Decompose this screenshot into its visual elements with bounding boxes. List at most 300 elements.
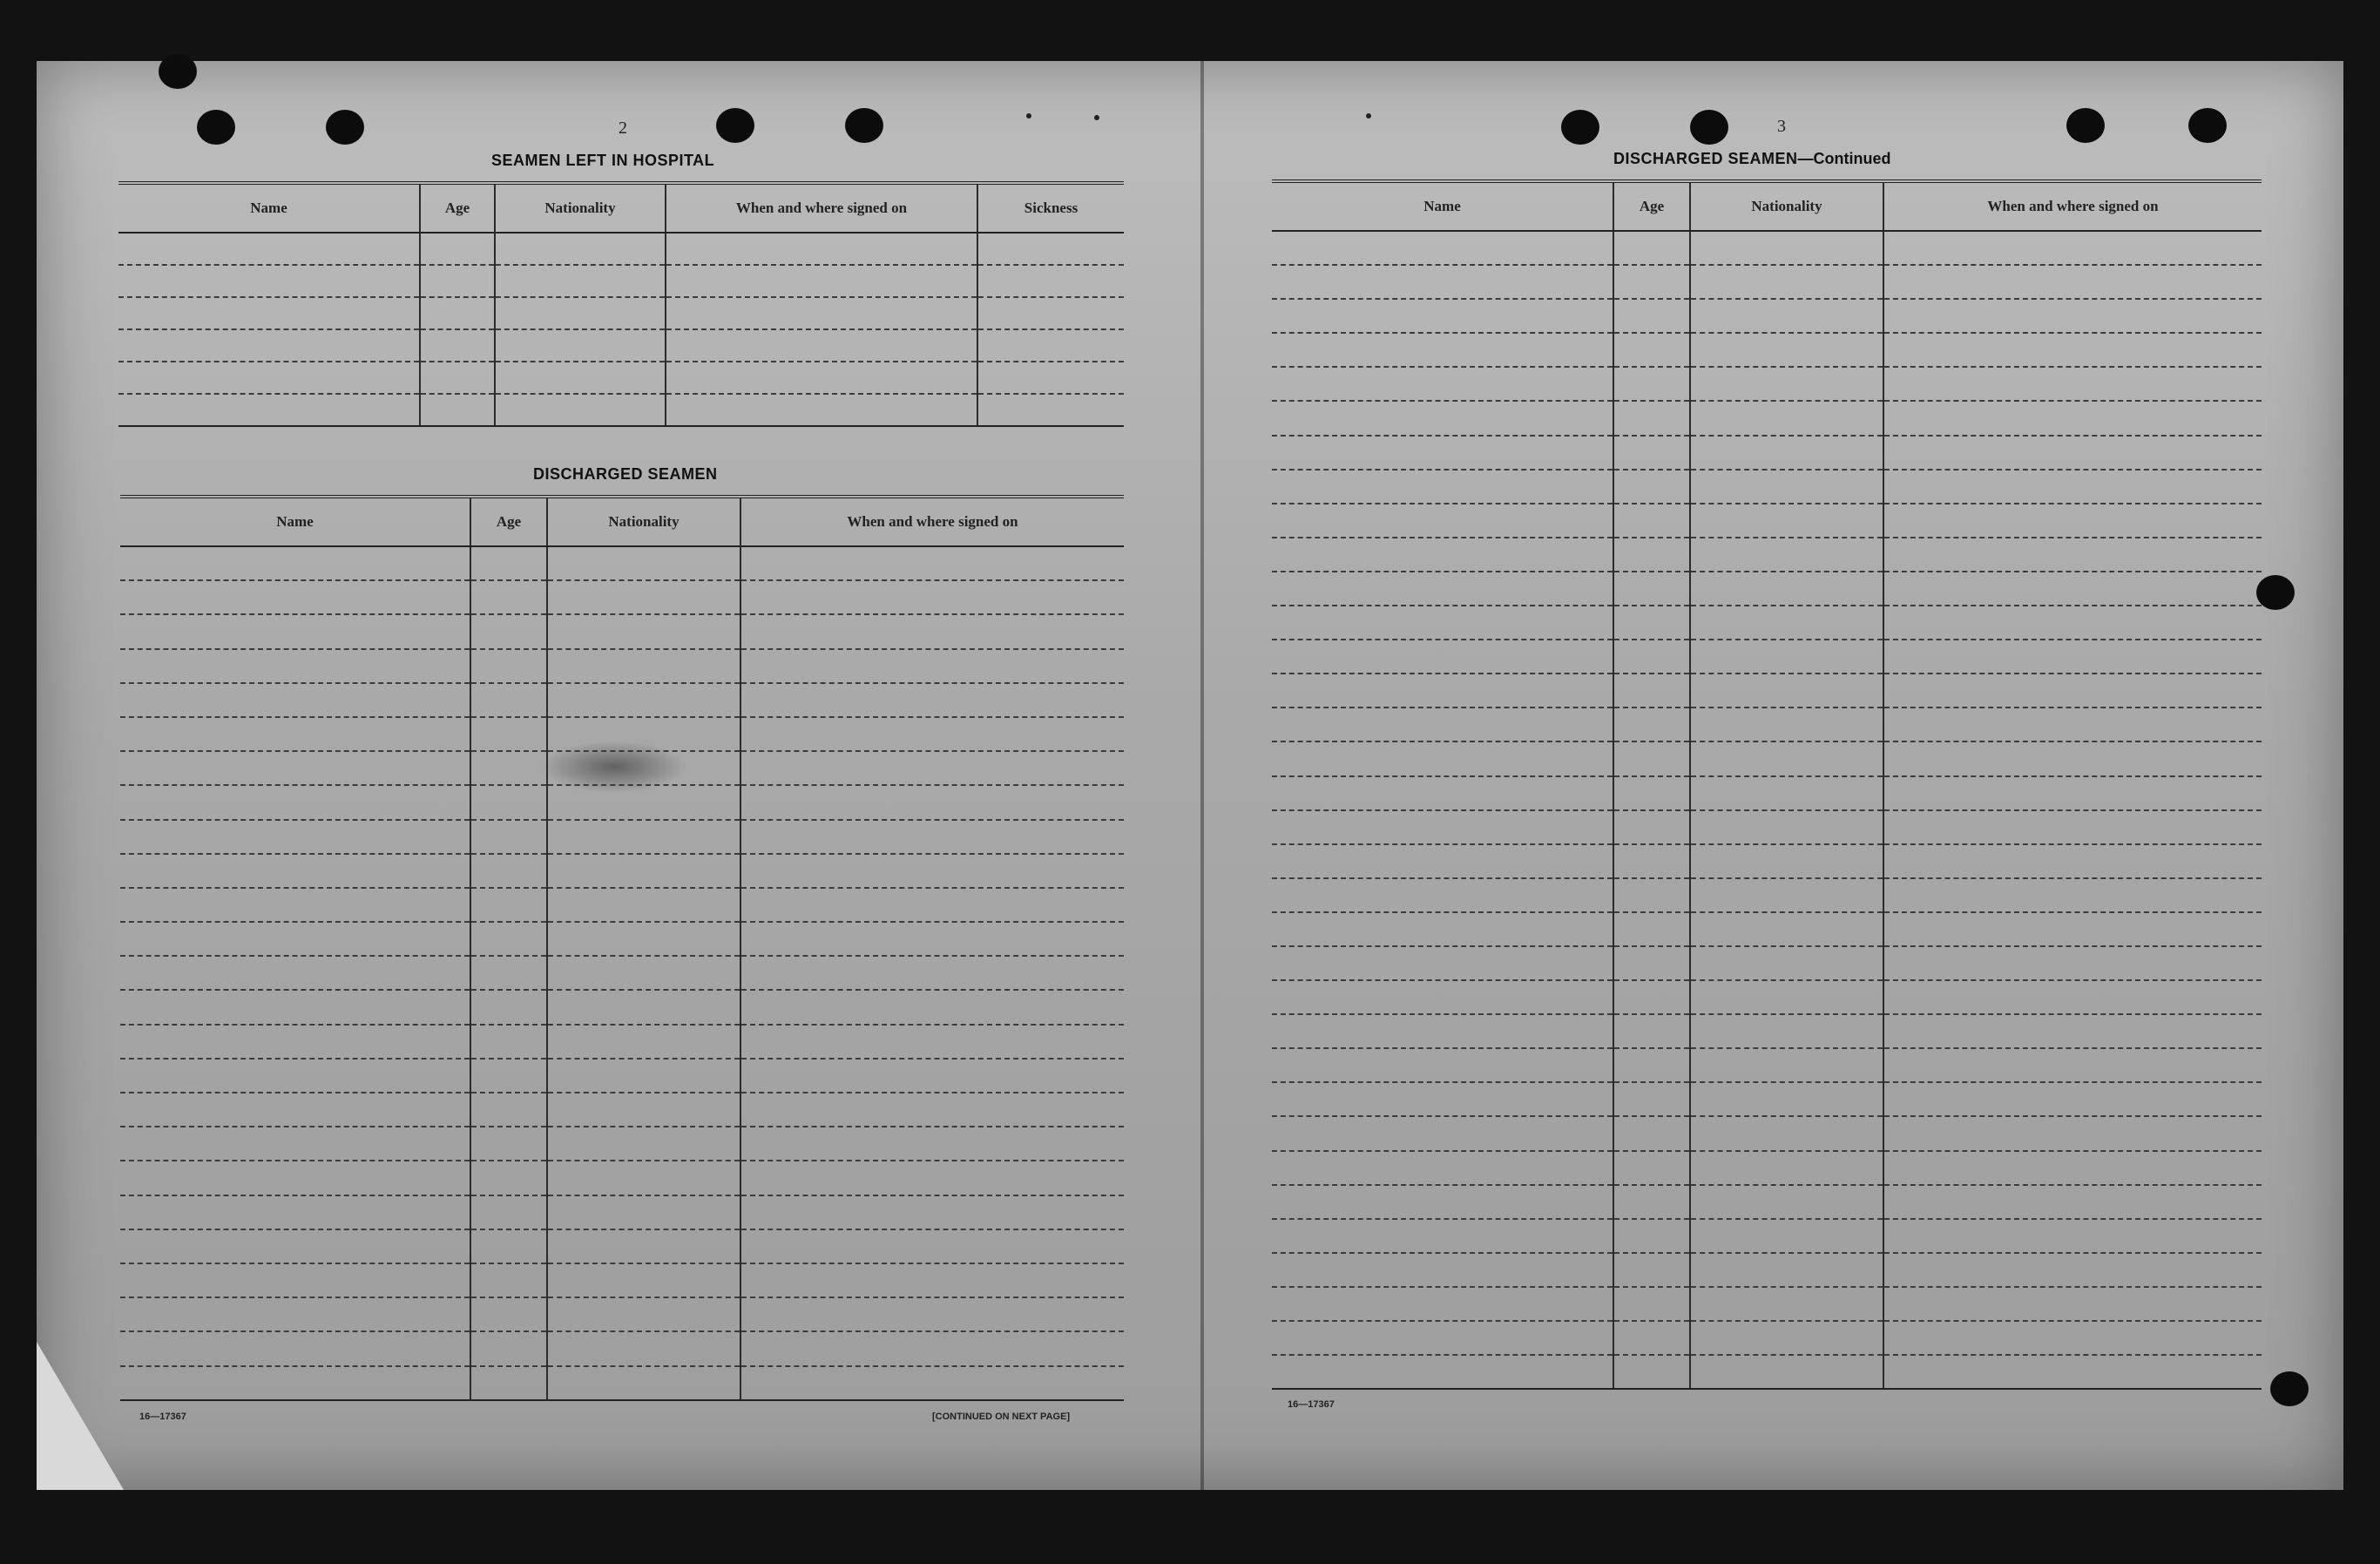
center-fold (1200, 61, 1204, 1490)
table-cell (740, 956, 1124, 990)
table-cell (1883, 1082, 2262, 1116)
form-number-left: 16—17367 (139, 1412, 186, 1422)
table-cell (1613, 1082, 1690, 1116)
table-row (120, 546, 1124, 580)
punch-hole (1690, 110, 1728, 145)
table-row (1272, 538, 2262, 572)
table-cell (1613, 470, 1690, 504)
table-cell (470, 990, 547, 1024)
table-cell (120, 990, 470, 1024)
table-cell (470, 546, 547, 580)
table-cell (547, 1297, 740, 1331)
table-cell (977, 265, 1124, 297)
table-cell (1883, 810, 2262, 844)
table-cell (1272, 504, 1613, 538)
table-row (1272, 946, 2262, 980)
table-cell (1690, 265, 1883, 299)
table-cell (1613, 1219, 1690, 1253)
discharged-continued-title-main: DISCHARGED SEAMEN (1613, 150, 1798, 167)
table-cell (1690, 640, 1883, 674)
table-cell (1272, 265, 1613, 299)
table-row (1272, 1116, 2262, 1150)
table-cell (470, 956, 547, 990)
table-row (120, 1059, 1124, 1093)
table-cell (1613, 299, 1690, 333)
table-cell (1883, 265, 2262, 299)
table-cell (1272, 946, 1613, 980)
table-cell (120, 785, 470, 819)
table-cell (1613, 504, 1690, 538)
table-cell (495, 297, 666, 329)
table-cell (1613, 1185, 1690, 1219)
table-row (118, 362, 1124, 394)
table-row (1272, 1185, 2262, 1219)
table-cell (120, 1263, 470, 1297)
table-cell (1883, 1321, 2262, 1355)
table-cell (470, 1229, 547, 1263)
table-cell (1272, 741, 1613, 775)
table-cell (1690, 1185, 1883, 1219)
table-cell (120, 751, 470, 785)
table-cell (1272, 1185, 1613, 1219)
table-row (1272, 844, 2262, 878)
table-row (1272, 674, 2262, 708)
table-cell (1613, 367, 1690, 401)
table-cell (740, 1059, 1124, 1093)
table-cell (1272, 674, 1613, 708)
table-row (118, 265, 1124, 297)
table-cell (1272, 810, 1613, 844)
table-cell (740, 854, 1124, 888)
table-cell (495, 394, 666, 426)
table-cell (1613, 572, 1690, 606)
table-row (1272, 436, 2262, 470)
table-cell (1883, 367, 2262, 401)
table-cell (495, 233, 666, 265)
table-row (118, 297, 1124, 329)
table-cell (1690, 504, 1883, 538)
table-cell (740, 1263, 1124, 1297)
table-cell (1613, 333, 1690, 367)
table-cell (1613, 640, 1690, 674)
table-cell (120, 649, 470, 683)
table-cell (470, 1195, 547, 1229)
table-row (1272, 1048, 2262, 1082)
table-cell (1883, 878, 2262, 912)
page-number-left: 2 (619, 118, 627, 138)
table-cell (547, 1127, 740, 1161)
table-cell (1272, 1219, 1613, 1253)
table-row (120, 888, 1124, 922)
table-cell (547, 1025, 740, 1059)
table-cell (1690, 741, 1883, 775)
table-cell (1613, 1287, 1690, 1321)
table-row (120, 1229, 1124, 1263)
table-row (1272, 231, 2262, 265)
table-cell (120, 1195, 470, 1229)
table-cell (977, 362, 1124, 394)
table-cell (120, 683, 470, 717)
table-cell (740, 751, 1124, 785)
table-row (1272, 640, 2262, 674)
column-header-signed-on: When and where signed on (740, 497, 1124, 546)
table-cell (1883, 946, 2262, 980)
table-cell (470, 1161, 547, 1195)
table-cell (1690, 333, 1883, 367)
table-cell (1883, 1014, 2262, 1048)
table-cell (1690, 470, 1883, 504)
table-cell (495, 329, 666, 362)
table-cell (547, 785, 740, 819)
table-cell (1272, 1355, 1613, 1389)
table-cell (1613, 1116, 1690, 1150)
table-cell (118, 329, 420, 362)
table-row (1272, 708, 2262, 741)
table-row (1272, 504, 2262, 538)
table-row (120, 1025, 1124, 1059)
table-cell (977, 394, 1124, 426)
table-cell (470, 1127, 547, 1161)
table-cell (1613, 265, 1690, 299)
table-cell (470, 1331, 547, 1365)
table-cell (420, 362, 495, 394)
table-cell (420, 297, 495, 329)
table-cell (1272, 436, 1613, 470)
table-row (1272, 299, 2262, 333)
table-cell (1883, 1253, 2262, 1287)
hospital-section-title: SEAMEN LEFT IN HOSPITAL (491, 152, 715, 169)
table-cell (1613, 1048, 1690, 1082)
table-cell (740, 546, 1124, 580)
table-cell (1690, 231, 1883, 265)
table-cell (1883, 980, 2262, 1014)
table-cell (547, 1093, 740, 1127)
table-cell (1690, 1355, 1883, 1389)
table-row (120, 956, 1124, 990)
table-cell (120, 614, 470, 648)
speck (1094, 115, 1099, 120)
table-cell (1272, 1287, 1613, 1321)
table-cell (120, 888, 470, 922)
table-cell (1690, 538, 1883, 572)
table-cell (1690, 776, 1883, 810)
table-cell (1613, 674, 1690, 708)
table-cell (1272, 299, 1613, 333)
table-cell (1883, 299, 2262, 333)
table-row (118, 329, 1124, 362)
table-cell (1883, 333, 2262, 367)
table-cell (547, 820, 740, 854)
table-cell (1272, 1048, 1613, 1082)
table-cell (120, 1059, 470, 1093)
table-cell (1272, 470, 1613, 504)
discharged-section-title: DISCHARGED SEAMEN (533, 465, 718, 483)
table-cell (1883, 776, 2262, 810)
table-cell (1690, 946, 1883, 980)
column-header-nationality: Nationality (547, 497, 740, 546)
table-cell (740, 614, 1124, 648)
table-cell (120, 956, 470, 990)
table-cell (1883, 1116, 2262, 1150)
table-cell (1272, 333, 1613, 367)
table-cell (1613, 401, 1690, 435)
table-row (1272, 1082, 2262, 1116)
table-cell (420, 394, 495, 426)
table-cell (120, 922, 470, 956)
table-cell (740, 683, 1124, 717)
column-header-age: Age (470, 497, 547, 546)
table-cell (1690, 912, 1883, 946)
table-cell (470, 854, 547, 888)
table-cell (547, 1059, 740, 1093)
table-cell (1272, 980, 1613, 1014)
table-cell (420, 265, 495, 297)
table-cell (1272, 1116, 1613, 1150)
table-cell (977, 233, 1124, 265)
table-cell (1883, 504, 2262, 538)
table-cell (1690, 606, 1883, 640)
table-cell (1272, 1151, 1613, 1185)
table-cell (495, 362, 666, 394)
table-cell (118, 394, 420, 426)
table-cell (666, 394, 977, 426)
table-cell (1272, 844, 1613, 878)
table-cell (470, 580, 547, 614)
column-header-sickness: Sickness (977, 183, 1124, 233)
table-row (1272, 912, 2262, 946)
table-row (118, 394, 1124, 426)
punch-hole (845, 108, 883, 143)
form-number-right: 16—17367 (1288, 1399, 1335, 1410)
punch-hole (716, 108, 754, 143)
table-cell (120, 546, 470, 580)
column-header-name: Name (118, 183, 420, 233)
table-cell (547, 580, 740, 614)
table-cell (120, 1297, 470, 1331)
punch-hole (326, 110, 364, 145)
table-cell (666, 297, 977, 329)
table-cell (118, 233, 420, 265)
discharged-continued-title-suffix: —Continued (1797, 150, 1891, 167)
table-row (120, 785, 1124, 819)
table-cell (547, 1229, 740, 1263)
table-cell (547, 956, 740, 990)
table-row (118, 233, 1124, 265)
table-cell (1613, 436, 1690, 470)
table-cell (1883, 470, 2262, 504)
table-cell (120, 1161, 470, 1195)
table-cell (740, 922, 1124, 956)
table-cell (120, 1127, 470, 1161)
table-row (1272, 333, 2262, 367)
table-row (120, 717, 1124, 751)
table-cell (470, 683, 547, 717)
table-row (120, 820, 1124, 854)
table-row (120, 614, 1124, 648)
table-cell (547, 717, 740, 751)
table-cell (1690, 1116, 1883, 1150)
table-cell (740, 888, 1124, 922)
table-cell (420, 329, 495, 362)
table-cell (120, 820, 470, 854)
discharged-continued-table (1272, 179, 2262, 1390)
hospital-table (118, 181, 1124, 427)
column-header-nationality: Nationality (495, 183, 666, 233)
table-cell (666, 362, 977, 394)
punch-hole (2188, 108, 2227, 143)
table-row (1272, 572, 2262, 606)
table-cell (1272, 538, 1613, 572)
speck (1026, 113, 1031, 118)
table-cell (1690, 572, 1883, 606)
table-cell (1613, 776, 1690, 810)
table-cell (1613, 606, 1690, 640)
column-header-age: Age (420, 183, 495, 233)
table-cell (547, 614, 740, 648)
table-row (120, 922, 1124, 956)
column-header-name: Name (1272, 181, 1613, 231)
table-cell (1613, 1253, 1690, 1287)
discharged-continued-title (1613, 150, 1891, 168)
column-header-signed-on: When and where signed on (1883, 181, 2262, 231)
table-cell (1883, 1355, 2262, 1389)
table-cell (1613, 912, 1690, 946)
table-cell (547, 854, 740, 888)
table-cell (470, 717, 547, 751)
table-cell (1690, 810, 1883, 844)
table-cell (1690, 436, 1883, 470)
table-cell (1272, 401, 1613, 435)
table-cell (120, 1093, 470, 1127)
table-cell (740, 580, 1124, 614)
table-cell (977, 297, 1124, 329)
table-cell (1690, 1151, 1883, 1185)
table-row (120, 854, 1124, 888)
table-cell (1272, 708, 1613, 741)
table-row (1272, 980, 2262, 1014)
table-cell (470, 1093, 547, 1127)
column-header-signed-on: When and where signed on (666, 183, 977, 233)
table-cell (1272, 912, 1613, 946)
table-row (1272, 878, 2262, 912)
table-cell (740, 990, 1124, 1024)
table-cell (1690, 1014, 1883, 1048)
table-cell (1613, 231, 1690, 265)
table-cell (1272, 776, 1613, 810)
table-cell (666, 233, 977, 265)
table-cell (1613, 810, 1690, 844)
table-row (1272, 401, 2262, 435)
table-cell (740, 1161, 1124, 1195)
table-cell (1690, 708, 1883, 741)
table-cell (1883, 436, 2262, 470)
table-row (120, 683, 1124, 717)
table-cell (547, 1366, 740, 1400)
table-cell (120, 1366, 470, 1400)
table-cell (120, 717, 470, 751)
table-row (1272, 1287, 2262, 1321)
table-cell (470, 922, 547, 956)
table-cell (1613, 1355, 1690, 1389)
table-row (120, 1297, 1124, 1331)
speck (1366, 113, 1371, 118)
table-row (120, 1195, 1124, 1229)
table-row (120, 1161, 1124, 1195)
column-header-age: Age (1613, 181, 1690, 231)
table-row (1272, 1253, 2262, 1287)
table-cell (1613, 946, 1690, 980)
table-cell (470, 1025, 547, 1059)
table-cell (1883, 1151, 2262, 1185)
table-cell (470, 1059, 547, 1093)
table-cell (1613, 844, 1690, 878)
table-cell (470, 1263, 547, 1297)
punch-hole (2270, 1371, 2309, 1406)
table-cell (1613, 1321, 1690, 1355)
table-row (120, 1366, 1124, 1400)
table-row (120, 1263, 1124, 1297)
table-cell (1613, 1014, 1690, 1048)
table-cell (1690, 1048, 1883, 1082)
table-cell (740, 1093, 1124, 1127)
table-row (1272, 1219, 2262, 1253)
table-row (1272, 1014, 2262, 1048)
table-cell (740, 1127, 1124, 1161)
table-row (1272, 776, 2262, 810)
table-row (120, 649, 1124, 683)
table-cell (495, 265, 666, 297)
table-cell (740, 649, 1124, 683)
table-cell (1272, 1014, 1613, 1048)
table-row (1272, 1151, 2262, 1185)
table-cell (740, 1297, 1124, 1331)
table-cell (1690, 844, 1883, 878)
table-row (1272, 367, 2262, 401)
table-cell (118, 297, 420, 329)
punch-hole (197, 110, 235, 145)
table-cell (1690, 1253, 1883, 1287)
table-cell (1272, 1253, 1613, 1287)
table-cell (1690, 1287, 1883, 1321)
table-row (120, 1127, 1124, 1161)
table-cell (547, 1331, 740, 1365)
punch-hole (1561, 110, 1599, 145)
table-cell (666, 265, 977, 297)
table-cell (740, 717, 1124, 751)
table-cell (1272, 640, 1613, 674)
table-cell (120, 1331, 470, 1365)
table-cell (547, 683, 740, 717)
table-cell (740, 1366, 1124, 1400)
table-cell (977, 329, 1124, 362)
table-cell (1883, 538, 2262, 572)
table-cell (1883, 741, 2262, 775)
table-row (1272, 1355, 2262, 1389)
table-cell (470, 614, 547, 648)
table-row (120, 990, 1124, 1024)
table-cell (1690, 401, 1883, 435)
table-cell (1883, 708, 2262, 741)
table-cell (470, 888, 547, 922)
table-row (1272, 265, 2262, 299)
table-cell (740, 1025, 1124, 1059)
table-row (1272, 470, 2262, 504)
table-cell (470, 1297, 547, 1331)
table-row (120, 580, 1124, 614)
table-cell (118, 265, 420, 297)
table-row (120, 1093, 1124, 1127)
table-cell (120, 1229, 470, 1263)
